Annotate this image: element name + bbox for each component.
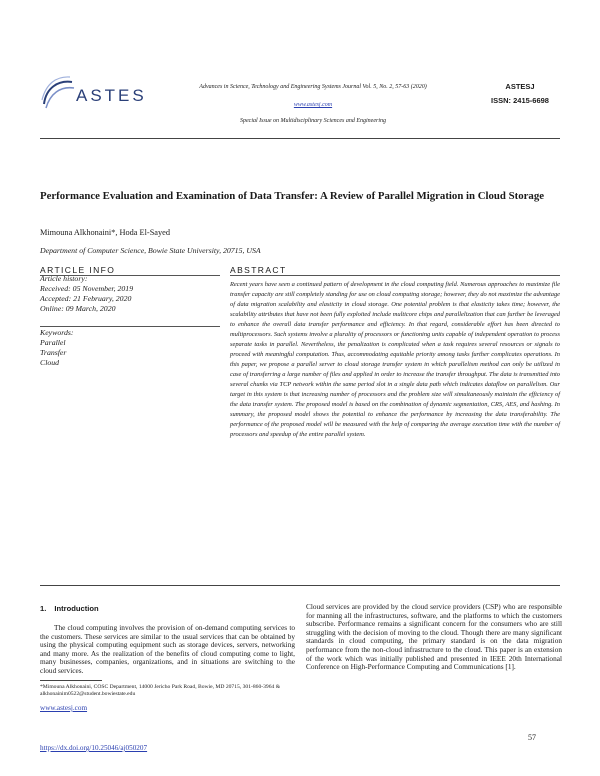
header-rule [40,138,560,139]
footnote-rule [40,680,102,681]
abstract-text: Recent years have seen a continued pattern of development in the cloud computing field. Numerous approaches to maximize file transfer capacity are still completely standing for use on cloud computing storage; however, they do not maximize the advantage of data migration scalability and elasticity in cloud storage. One potential problem is that elasticity takes time; however, the scalability attributes that have not been fully exploited include multicore chips and parallelization that can further be leveraged to enhance the overall data transfer performance and efficiency. In that regard, considerable effort has been directed to multiprocessors. Such systems involve a plurality of processors or functioning units capable of independent operation to process separate tasks in parallel. Nevertheless, the penalization is complicated when a task requires several resources or signals to proceed with meaningful computation. Thus, accommodating equitable priority among tasks further complicates operations. In this paper, we propose a parallel server to cloud storage transfer system in which parallelism method can only be utilized in case of transferring a large number of files and applied in order to increase the transfer throughput. The data is transmitted into several chunks via TCP network within the same period slot in a single data path which indicates dataflow on parallelism. Our target in this system is that increasing number of processors and the problem size will simultaneously maintain the efficiency of the data transfer system. The proposed model is based on the combination of dynamic segmentation, CRS, AES, and hashing. In summary, the proposed model shows the potential to enhance the performance by increasing the data transferability. The performance of the proposed model will be measured with the help of comparing the average execution time with the number of processors and speedup of the entire parallel system. [230,281,560,438]
intro-left-column: The cloud computing involves the provision of on-demand computing services to the customers. These services are similar to the usual services that can be obtained by using the physical computing equipment such as storage devices, servers, networking and many more. As the realization of the benefits of cloud computing come to light, many businesses, companies, organizations, and in situations are switching to the cloud services. [40,623,295,675]
paper-title: Performance Evaluation and Examination of Data Transfer: A Review of Parallel Migration in Cloud Storage [40,190,545,202]
doi-link[interactable]: https://dx.doi.org/10.25046/aj050207 [40,744,148,752]
abstract-rule [230,275,560,276]
paper-authors: Mimouna Alkhonaini*, Hoda El-Sayed [40,228,170,237]
journal-issn: ISSN: 2415-6698 [491,96,549,105]
journal-id-block [480,82,560,106]
history-label: Article history: [40,274,88,283]
section-number: 1. [40,604,47,613]
keywords-block [40,328,74,368]
online-date: Online: 09 March, 2020 [40,304,116,313]
logo-text: ASTES [76,86,147,105]
journal-citation: Advances in Science, Technology and Engineering Systems Journal Vol. 5, No. 2, 57-63 (2020) [199,84,427,90]
keywords-rule [40,326,220,327]
paper-affiliation: Department of Computer Science, Bowie State University, 20715, USA [40,246,261,255]
special-issue: Special Issue on Multidisciplinary Sciences and Engineering [240,118,386,124]
section-heading-introduction [40,604,99,613]
journal-short-name: ASTESJ [505,82,535,91]
keyword-item: Cloud [40,358,60,367]
journal-url-link[interactable]: www.astesj.com [293,102,333,108]
accepted-date: Accepted: 21 February, 2020 [40,294,132,303]
intro-right-column: Cloud services are provided by the cloud service providers (CSP) who are responsible for manning all the infrastructures, software, and the platforms to which the customers subscribe. Performance remains a significant concern for the consumers who are still struggling with the decision of moving to the cloud. Though there are many significant standards in cloud computing, the primary standard is on the data migration performance from the non-cloud infrastructure to the cloud. This paper is an extension of the work which was initially published and presented in IEEE 20th International Conference on High-Performance Computing and Communications [1]. [306,602,562,672]
keyword-item: Parallel [40,338,66,347]
astes-logo-icon [40,74,76,114]
page-number: 57 [528,733,536,742]
journal-header [148,82,478,126]
abstract-heading: ABSTRACT [230,265,287,275]
corresponding-author-footnote: *Mimouna Alkhonaini, COSC Department, 14000 Jericho Park Road, Bowie, MD 20715, 301-860-3964 & alkhonainim0522@student.bowiestate.edu [40,684,281,698]
section-title: Introduction [54,604,99,613]
received-date: Received: 05 November, 2019 [40,284,134,293]
footer-site-link[interactable]: www.astesj.com [40,704,88,712]
journal-logo [40,74,147,114]
article-info-heading: ARTICLE INFO [40,265,116,275]
abstract-bottom-rule [40,585,560,586]
keyword-item: Transfer [40,348,67,357]
article-history [40,274,133,314]
keywords-label: Keywords: [40,328,74,337]
